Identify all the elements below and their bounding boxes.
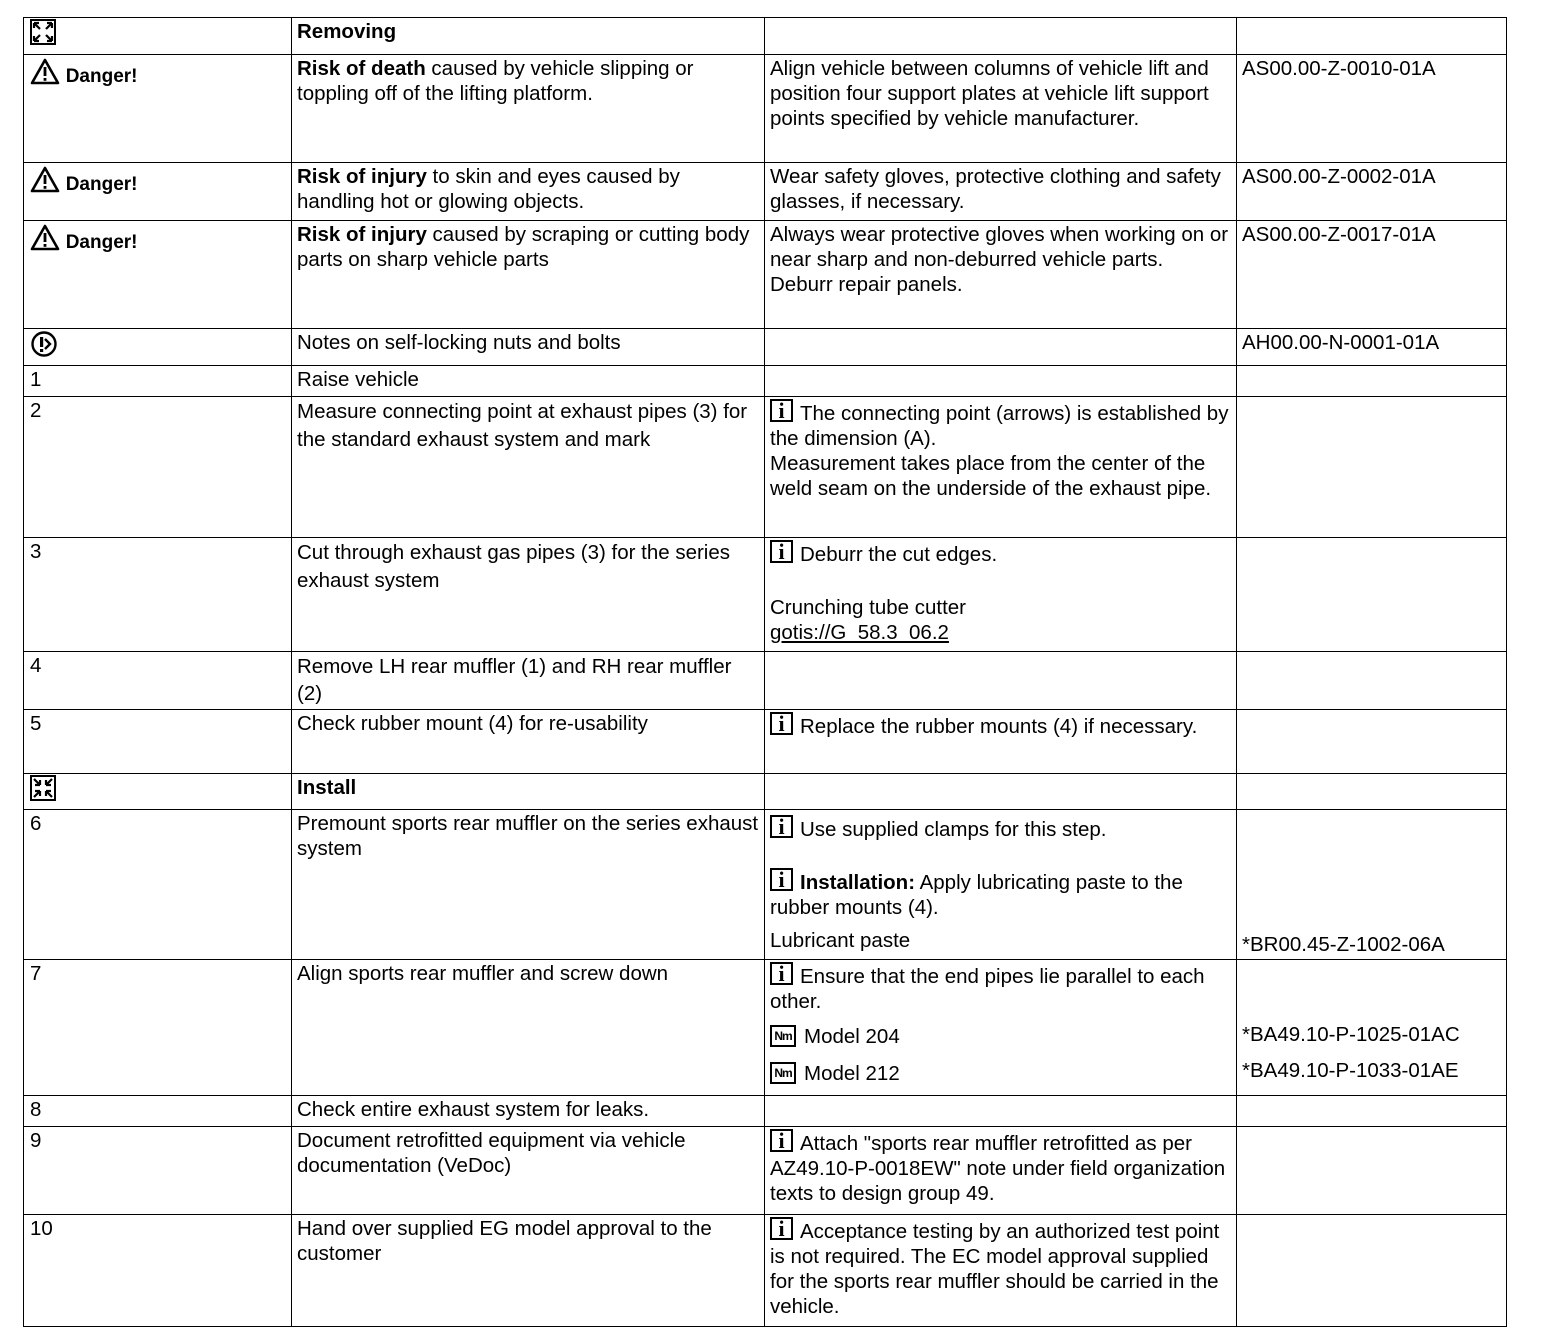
step-number: 2	[24, 397, 292, 538]
step-row	[24, 710, 1507, 774]
warning-triangle-icon	[30, 58, 60, 85]
step-note: i Deburr the cut edges. Crunching tube cutter gotis://G_58.3_06.2	[765, 538, 1237, 652]
notice-row	[24, 329, 1507, 366]
step-number: 1	[24, 366, 292, 397]
torque-icon: Nm	[770, 1062, 796, 1084]
step-row	[24, 1127, 1507, 1215]
step-note: i Ensure that the end pipes lie parallel to each other. Nm Model 204 Nm Model 212	[765, 960, 1237, 1096]
step-number: 5	[24, 710, 292, 774]
step-text: Align sports rear muffler and screw down	[292, 960, 765, 1096]
reference-link[interactable]: AS00.00-Z-0017-01A	[1237, 221, 1507, 329]
info-icon: i	[770, 540, 793, 563]
step-number: 6	[24, 810, 292, 960]
step-note: i Acceptance testing by an authorized test point is not required. The EC model approval supplied for the sports rear muffler should be carried in the vehicle.	[765, 1215, 1237, 1327]
measure-text: Always wear protective gloves when working on or near sharp and non-deburred vehicle parts. Deburr repair panels.	[765, 221, 1237, 329]
section-icon-cell	[24, 18, 292, 55]
step-row	[24, 810, 1507, 960]
procedure-table	[23, 17, 1507, 1327]
step-note: i Replace the rubber mounts (4) if necessary.	[765, 710, 1237, 774]
torque-icon: Nm	[770, 1025, 796, 1047]
step-text: Raise vehicle	[292, 366, 765, 397]
danger-row	[24, 163, 1507, 221]
step-note: i The connecting point (arrows) is established by the dimension (A). Measurement takes place from the center of the weld seam on the underside of the exhaust pipe.	[765, 397, 1237, 538]
step-number: 7	[24, 960, 292, 1096]
step-row	[24, 652, 1507, 710]
section-title: Install	[292, 774, 765, 810]
step-note: i Use supplied clamps for this step. i Installation: Apply lubricating paste to the rubber mounts (4). Lubricant paste	[765, 810, 1237, 960]
step-row	[24, 1215, 1507, 1327]
info-icon: i	[770, 962, 793, 985]
reference-link[interactable]: AS00.00-Z-0002-01A	[1237, 163, 1507, 221]
step-number: 8	[24, 1096, 292, 1127]
danger-row	[24, 55, 1507, 163]
step-row	[24, 1096, 1507, 1127]
risk-text: Risk of death caused by vehicle slipping or toppling off of the lifting platform.	[292, 55, 765, 163]
step-number: 10	[24, 1215, 292, 1327]
risk-text: Risk of injury caused by scraping or cutting body parts on sharp vehicle parts	[292, 221, 765, 329]
reference-link[interactable]: *BA49.10-P-1025-01AC	[1242, 1023, 1460, 1046]
step-text: Premount sports rear muffler on the series exhaust system	[292, 810, 765, 960]
tool-link[interactable]: gotis://G_58.3_06.2	[770, 621, 949, 644]
tool-name: Crunching tube cutter	[770, 596, 967, 619]
notice-icon	[30, 330, 58, 358]
material-name: Lubricant paste	[770, 929, 911, 952]
warning-triangle-icon	[30, 166, 60, 193]
step-row	[24, 366, 1507, 397]
step-number: 3	[24, 538, 292, 652]
danger-label: Danger!	[65, 232, 138, 253]
step-row	[24, 397, 1507, 538]
measure-text: Wear safety gloves, protective clothing and safety glasses, if necessary.	[765, 163, 1237, 221]
step-text: Cut through exhaust gas pipes (3) for the series exhaust system	[292, 538, 765, 652]
step-text: Remove LH rear muffler (1) and RH rear muffler (2)	[292, 652, 765, 710]
install-icon	[30, 775, 56, 801]
reference-link[interactable]: AS00.00-Z-0010-01A	[1237, 55, 1507, 163]
reference-link[interactable]: *BR00.45-Z-1002-06A	[1242, 933, 1445, 956]
section-row-install	[24, 774, 1507, 810]
step-text: Check rubber mount (4) for re-usability	[292, 710, 765, 774]
info-icon: i	[770, 815, 793, 838]
info-icon: i	[770, 1129, 793, 1152]
info-icon: i	[770, 868, 793, 891]
info-icon: i	[770, 399, 793, 422]
remove-icon	[30, 19, 56, 45]
step-row	[24, 538, 1507, 652]
info-icon: i	[770, 1217, 793, 1240]
risk-text: Risk of injury to skin and eyes caused by handling hot or glowing objects.	[292, 163, 765, 221]
reference-link[interactable]: AH00.00-N-0001-01A	[1237, 329, 1507, 366]
notice-text: Notes on self-locking nuts and bolts	[292, 329, 765, 366]
step-text: Hand over supplied EG model approval to the customer	[292, 1215, 765, 1327]
danger-row	[24, 221, 1507, 329]
warning-triangle-icon	[30, 224, 60, 251]
step-row	[24, 960, 1507, 1096]
step-text: Document retrofitted equipment via vehicle documentation (VeDoc)	[292, 1127, 765, 1215]
step-text: Check entire exhaust system for leaks.	[292, 1096, 765, 1127]
danger-label: Danger!	[65, 66, 138, 87]
reference-link[interactable]: *BA49.10-P-1033-01AE	[1242, 1059, 1459, 1082]
measure-text: Align vehicle between columns of vehicle lift and position four support plates at vehicle lift support points specified by vehicle manufacturer.	[765, 55, 1237, 163]
step-number: 9	[24, 1127, 292, 1215]
section-title: Removing	[292, 18, 765, 55]
section-row-removing	[24, 18, 1507, 55]
step-text: Measure connecting point at exhaust pipes (3) for the standard exhaust system and mark	[292, 397, 765, 538]
step-note: i Attach "sports rear muffler retrofitted as per AZ49.10-P-0018EW" note under field organization texts to design group 49.	[765, 1127, 1237, 1215]
step-number: 4	[24, 652, 292, 710]
info-icon: i	[770, 712, 793, 735]
danger-label: Danger!	[65, 174, 138, 195]
